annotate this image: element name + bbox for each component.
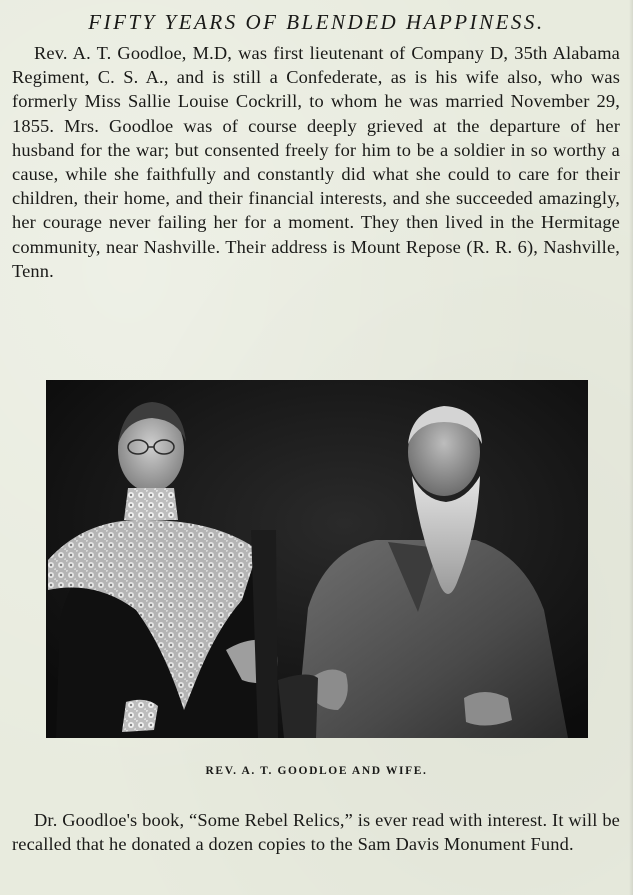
photo-caption: REV. A. T. GOODLOE AND WIFE. (205, 765, 428, 777)
portrait-photograph (46, 380, 588, 738)
article-paragraph-1: Rev. A. T. Goodloe, M.D, was first lieutenant of Company D, 35th Alabama Regiment, C. S. A., and is still a Confederate, as is his wife also, who was formerly Miss Sallie Louise Cockrill, to whom he was married November 29, 1855. Mrs. Goodloe was of course deeply grieved at the departure of her husband for the war; but consented freely for him to be a soldier in so worthy a cause, while she faithfully and constantly did what she could to care for their children, their home, and their financial interests, and she succeeded amazingly, her courage never failing her for a moment. They then lived in the Hermitage community, near Nashville. Their address is Mount Repose (R. R. 6), Nashville, Tenn. (12, 43, 620, 281)
article-paragraph-2: Dr. Goodloe's book, “Some Rebel Relics,” is ever read with interest. It will be recalled that he donated a dozen copies to the Sam Davis Monument Fund. (12, 810, 620, 855)
page-edge-shadow (629, 0, 633, 895)
article-heading: FIFTY YEARS OF BLENDED HAPPINESS. (88, 10, 545, 34)
portrait-illustration (46, 380, 588, 738)
